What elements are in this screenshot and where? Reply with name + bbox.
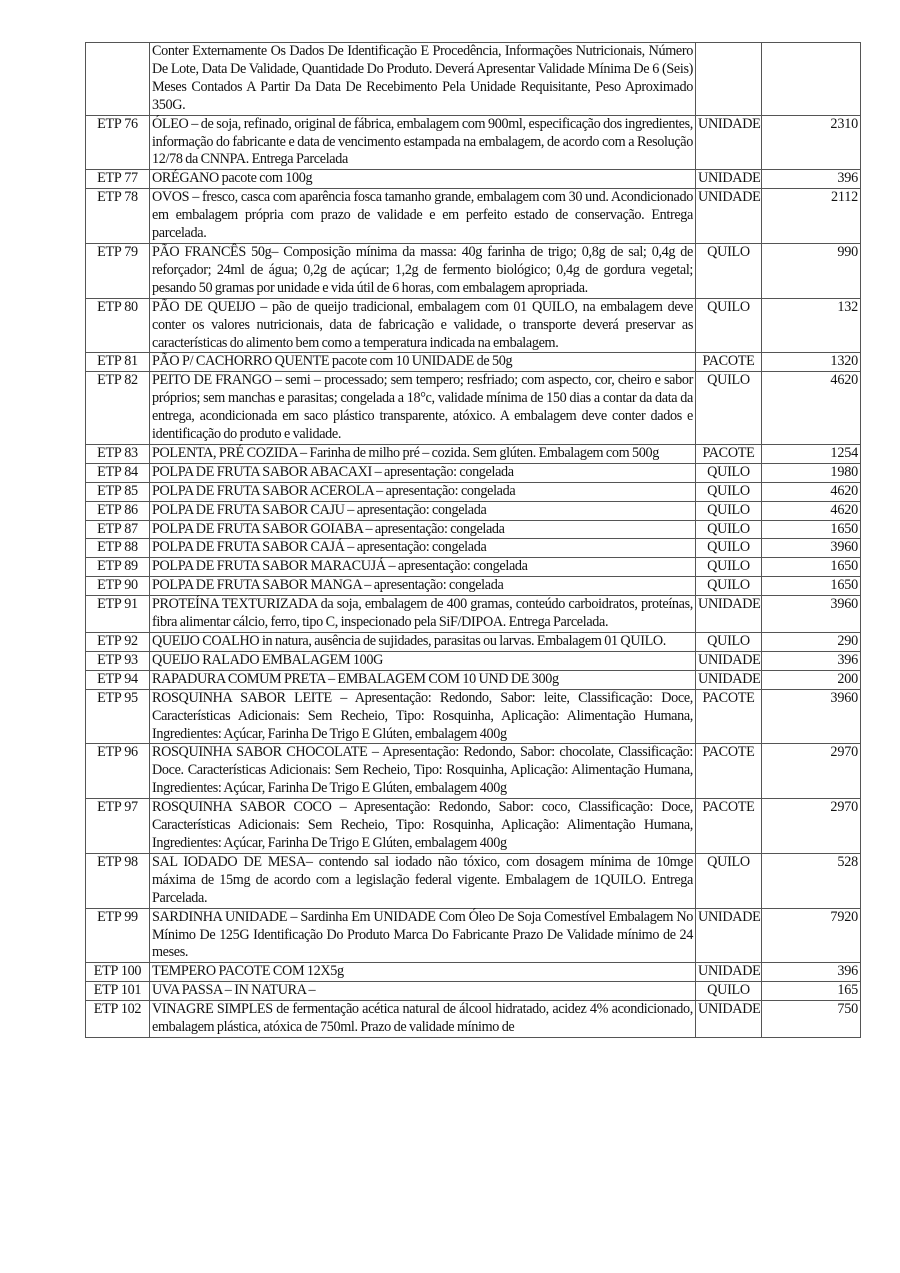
item-quantity: 3960 (762, 539, 861, 558)
item-description: ÓLEO – de soja, refinado, original de fábrica, embalagem com 900ml, especificação dos ingredientes, informação do fabricante e data de vencimento estampada na embalagem, de acordo com a Resolução 12/78 da CNNPA. Entrega Parcelada (150, 115, 696, 170)
item-quantity: 2970 (762, 799, 861, 854)
item-unit: UNIDADE (696, 670, 762, 689)
table-row (86, 353, 861, 372)
item-quantity: 2112 (762, 189, 861, 244)
item-code: ETP 88 (86, 539, 150, 558)
item-code: ETP 99 (86, 908, 150, 963)
item-unit: PACOTE (696, 744, 762, 799)
item-unit: PACOTE (696, 444, 762, 463)
item-description: POLPA DE FRUTA SABOR MARACUJÁ – apresentação: congelada (150, 558, 696, 577)
item-unit: QUILO (696, 539, 762, 558)
item-code: ETP 85 (86, 482, 150, 501)
item-description: POLPA DE FRUTA SABOR ABACAXI – apresentação: congelada (150, 463, 696, 482)
item-unit: QUILO (696, 853, 762, 908)
item-unit: QUILO (696, 482, 762, 501)
item-code: ETP 102 (86, 1001, 150, 1038)
item-quantity: 2310 (762, 115, 861, 170)
item-code: ETP 96 (86, 744, 150, 799)
item-unit (696, 43, 762, 116)
item-description: OVOS – fresco, casca com aparência fosca tamanho grande, embalagem com 30 und. Acondicionado em embalagem própria com prazo de validade e em perfeito estado de conservação. Entrega parcelada. (150, 189, 696, 244)
item-unit: QUILO (696, 633, 762, 652)
item-quantity: 1650 (762, 558, 861, 577)
item-unit: UNIDADE (696, 651, 762, 670)
item-unit: PACOTE (696, 799, 762, 854)
item-description: RAPADURA COMUM PRETA – EMBALAGEM COM 10 UND DE 300g (150, 670, 696, 689)
table-row (86, 651, 861, 670)
table-row (86, 539, 861, 558)
item-code: ETP 98 (86, 853, 150, 908)
table-row (86, 744, 861, 799)
item-quantity: 1650 (762, 520, 861, 539)
item-code: ETP 76 (86, 115, 150, 170)
item-unit: PACOTE (696, 353, 762, 372)
item-unit: UNIDADE (696, 170, 762, 189)
item-description: SARDINHA UNIDADE – Sardinha Em UNIDADE Com Óleo De Soja Comestível Embalagem No Mínimo De 125G Identificação Do Produto Marca Do Fabricante Prazo De Validade mínimo de 24 meses. (150, 908, 696, 963)
item-description: PEITO DE FRANGO – semi – processado; sem tempero; resfriado; com aspecto, cor, cheiro e sabor próprios; sem manchas e parasitas; congelada a 18°c, validade mínima de 150 dias a contar da data da entrega, acondicionada em saco plástico transparente, atóxico. A embalagem deve conter dados e identificação do produto e validade. (150, 372, 696, 445)
item-code: ETP 84 (86, 463, 150, 482)
table-row (86, 596, 861, 633)
item-code: ETP 86 (86, 501, 150, 520)
item-quantity: 4620 (762, 482, 861, 501)
item-unit: QUILO (696, 243, 762, 298)
item-description: POLPA DE FRUTA SABOR MANGA – apresentação: congelada (150, 577, 696, 596)
item-unit: QUILO (696, 577, 762, 596)
item-description: UVA PASSA – IN NATURA – (150, 982, 696, 1001)
table-row (86, 689, 861, 744)
item-quantity: 7920 (762, 908, 861, 963)
table-row (86, 444, 861, 463)
item-code: ETP 78 (86, 189, 150, 244)
item-description: POLENTA, PRÉ COZIDA – Farinha de milho pré – cozida. Sem glúten. Embalagem com 500g (150, 444, 696, 463)
item-quantity (762, 43, 861, 116)
item-description: QUEIJO COALHO in natura, ausência de sujidades, parasitas ou larvas. Embalagem 01 QUILO. (150, 633, 696, 652)
item-code: ETP 81 (86, 353, 150, 372)
item-quantity: 528 (762, 853, 861, 908)
table-row (86, 170, 861, 189)
item-quantity: 200 (762, 670, 861, 689)
item-quantity: 3960 (762, 596, 861, 633)
item-unit: QUILO (696, 298, 762, 353)
item-code: ETP 80 (86, 298, 150, 353)
item-quantity: 2970 (762, 744, 861, 799)
item-quantity: 4620 (762, 501, 861, 520)
item-description: SAL IODADO DE MESA– contendo sal iodado não tóxico, com dosagem mínima de 10mge máxima de 15mg de acordo com a legislação federal vigente. Embalagem de 1QUILO. Entrega Parcelada. (150, 853, 696, 908)
item-unit: UNIDADE (696, 908, 762, 963)
item-code: ETP 94 (86, 670, 150, 689)
table-row (86, 670, 861, 689)
item-code: ETP 93 (86, 651, 150, 670)
item-code: ETP 87 (86, 520, 150, 539)
item-quantity: 396 (762, 170, 861, 189)
item-unit: UNIDADE (696, 963, 762, 982)
item-description: PÃO FRANCÊS 50g– Composição mínima da massa: 40g farinha de trigo; 0,8g de sal; 0,4g de reforçador; 24ml de água; 0,2g de açúcar; 1,2g de fermento biológico; 0,4g de gordura vegetal; pesando 50 gramas por unidade e vida útil de 6 horas, com embalagem apropriada. (150, 243, 696, 298)
item-code: ETP 91 (86, 596, 150, 633)
table-row (86, 520, 861, 539)
item-description: ROSQUINHA SABOR CHOCOLATE – Apresentação: Redondo, Sabor: chocolate, Classificação: Doce. Características Adicionais: Sem Recheio, Tipo: Rosquinha, Aplicação: Alimentação Humana, Ingredientes: Açúcar, Farinha De Trigo E Glúten, embalagem 400g (150, 744, 696, 799)
item-description: QUEIJO RALADO EMBALAGEM 100G (150, 651, 696, 670)
item-description: Conter Externamente Os Dados De Identificação E Procedência, Informações Nutricionais, Número De Lote, Data De Validade, Quantidade Do Produto. Deverá Apresentar Validade Mínima De 6 (Seis) Meses Contados A Partir Da Data De Recebimento Pela Unidade Requisitante, Peso Aproximado 350G. (150, 43, 696, 116)
item-description: POLPA DE FRUTA SABOR CAJU – apresentação: congelada (150, 501, 696, 520)
item-description: ROSQUINHA SABOR COCO – Apresentação: Redondo, Sabor: coco, Classificação: Doce, Características Adicionais: Sem Recheio, Tipo: Rosquinha, Aplicação: Alimentação Humana, Ingredientes: Açúcar, Farinha De Trigo E Glúten, embalagem 400g (150, 799, 696, 854)
item-unit: QUILO (696, 372, 762, 445)
item-code: ETP 90 (86, 577, 150, 596)
item-unit: UNIDADE (696, 115, 762, 170)
item-description: PÃO DE QUEIJO – pão de queijo tradicional, embalagem com 01 QUILO, na embalagem deve conter os valores nutricionais, data de fabricação e validade, o transporte deverá preservar as características do alimento bem como a temperatura indicada na embalagem. (150, 298, 696, 353)
item-quantity: 4620 (762, 372, 861, 445)
item-unit: UNIDADE (696, 596, 762, 633)
item-code: ETP 100 (86, 963, 150, 982)
item-code: ETP 101 (86, 982, 150, 1001)
item-quantity: 990 (762, 243, 861, 298)
item-description: PROTEÍNA TEXTURIZADA da soja, embalagem de 400 gramas, conteúdo carboidratos, proteínas, fibra alimentar cálcio, ferro, tipo C, inspecionado pela SiF/DIPOA. Entrega Parcelada. (150, 596, 696, 633)
item-code: ETP 89 (86, 558, 150, 577)
item-quantity: 290 (762, 633, 861, 652)
table-row (86, 372, 861, 445)
item-quantity: 1980 (762, 463, 861, 482)
item-description: ORÉGANO pacote com 100g (150, 170, 696, 189)
item-description: VINAGRE SIMPLES de fermentação acética natural de álcool hidratado, acidez 4% acondicionado, embalagem plástica, atóxica de 750ml. Prazo de validade mínimo de (150, 1001, 696, 1038)
item-code: ETP 97 (86, 799, 150, 854)
item-description: TEMPERO PACOTE COM 12X5g (150, 963, 696, 982)
item-code: ETP 83 (86, 444, 150, 463)
table-row (86, 908, 861, 963)
table-row (86, 963, 861, 982)
table-row (86, 501, 861, 520)
item-unit: QUILO (696, 558, 762, 577)
item-code: ETP 92 (86, 633, 150, 652)
table-row (86, 982, 861, 1001)
item-quantity: 3960 (762, 689, 861, 744)
item-unit: UNIDADE (696, 1001, 762, 1038)
table-row (86, 115, 861, 170)
item-quantity: 1320 (762, 353, 861, 372)
item-code: ETP 79 (86, 243, 150, 298)
item-quantity: 1650 (762, 577, 861, 596)
item-unit: PACOTE (696, 689, 762, 744)
table-row (86, 43, 861, 116)
item-quantity: 396 (762, 963, 861, 982)
table-row (86, 799, 861, 854)
item-description: POLPA DE FRUTA SABOR ACEROLA – apresentação: congelada (150, 482, 696, 501)
item-description: POLPA DE FRUTA SABOR GOIABA – apresentação: congelada (150, 520, 696, 539)
table-row (86, 298, 861, 353)
table-row (86, 633, 861, 652)
item-unit: QUILO (696, 982, 762, 1001)
table-row (86, 1001, 861, 1038)
item-unit: QUILO (696, 501, 762, 520)
item-description: PÃO P/ CACHORRO QUENTE pacote com 10 UNIDADE de 50g (150, 353, 696, 372)
table-row (86, 189, 861, 244)
item-quantity: 165 (762, 982, 861, 1001)
items-table-body (86, 43, 861, 1038)
table-row (86, 463, 861, 482)
item-quantity: 750 (762, 1001, 861, 1038)
item-unit: QUILO (696, 463, 762, 482)
item-code (86, 43, 150, 116)
item-description: POLPA DE FRUTA SABOR CAJÁ – apresentação: congelada (150, 539, 696, 558)
table-row (86, 577, 861, 596)
item-quantity: 396 (762, 651, 861, 670)
table-row (86, 558, 861, 577)
items-table (85, 42, 861, 1038)
item-code: ETP 77 (86, 170, 150, 189)
item-quantity: 132 (762, 298, 861, 353)
item-quantity: 1254 (762, 444, 861, 463)
document-page (85, 42, 860, 1038)
item-unit: QUILO (696, 520, 762, 539)
table-row (86, 853, 861, 908)
table-row (86, 243, 861, 298)
table-row (86, 482, 861, 501)
item-code: ETP 95 (86, 689, 150, 744)
item-unit: UNIDADE (696, 189, 762, 244)
item-description: ROSQUINHA SABOR LEITE – Apresentação: Redondo, Sabor: leite, Classificação: Doce, Características Adicionais: Sem Recheio, Tipo: Rosquinha, Aplicação: Alimentação Humana, Ingredientes: Açúcar, Farinha De Trigo E Glúten, embalagem 400g (150, 689, 696, 744)
item-code: ETP 82 (86, 372, 150, 445)
